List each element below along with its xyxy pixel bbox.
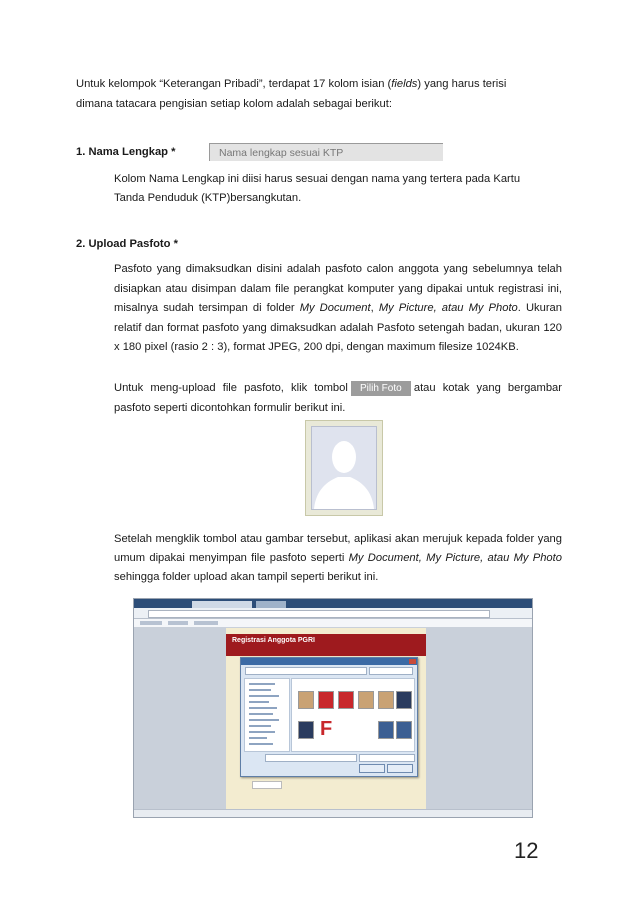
paragraph-text: , <box>370 302 379 314</box>
file-upload-dialog <box>240 657 418 777</box>
form-field <box>252 781 282 789</box>
dialog-cancel-button <box>387 764 413 773</box>
paragraph-text: . Ukuran relatif dan format pasfoto yang dimaksudkan adalah Pasfoto setengah badan, ukuran 120 x 180 pixel (rasio 2 : 3), format JPEG, 200 dpi, dengan maximum filesize 1024KB. <box>114 302 563 353</box>
page-number: 12 <box>514 838 539 863</box>
nav-item <box>249 731 275 733</box>
nav-item <box>249 701 269 703</box>
nav-item <box>249 695 279 697</box>
intro-text-end: ) yang harus terisi <box>417 78 507 90</box>
nav-item <box>249 737 267 739</box>
nav-item <box>249 683 275 685</box>
file-thumbnail <box>396 691 412 709</box>
nav-item <box>249 713 273 715</box>
paragraph-text: Pasfoto yang dimaksudkan disini adalah pasfoto calon anggota yang sebelumnya telah disiapkan atau disimpan dalam file perangkat komputer yang dipakai untuk registrasi ini, misalnya sudah tersimpan di folder <box>114 263 562 314</box>
section-2-heading: 2. Upload Pasfoto * <box>76 238 178 250</box>
pilih-foto-button[interactable]: Pilih Foto <box>351 381 411 396</box>
f-logo-icon: F <box>320 719 338 739</box>
paragraph-text: Untuk meng-upload file pasfoto, klik tombol <box>114 382 348 394</box>
paragraph-text: Setelah mengklik tombol atau gambar tersebut, aplikasi akan merujuk kepada folder yang umum dipakai menyimpan file pasfoto seperti <box>114 533 562 564</box>
browser-statusbar <box>134 809 532 818</box>
paragraph-text: atau kotak yang bergambar pasfoto seperti dicontohkan formulir berikut ini. <box>114 382 562 414</box>
folder-name: My Document, My Picture, atau My Photo <box>348 552 562 564</box>
paragraph-text: sehingga folder upload akan tampil seperti berikut ini. <box>114 571 379 583</box>
after-click-paragraph <box>114 530 562 587</box>
dialog-titlebar <box>241 658 417 665</box>
file-thumbnail <box>396 721 412 739</box>
file-thumbnail <box>338 691 354 709</box>
folder-name: My Document <box>299 302 371 314</box>
address-field <box>148 610 490 618</box>
file-thumbnail <box>358 691 374 709</box>
folder-name: My Picture, atau My Photo <box>378 302 518 314</box>
file-thumbnail <box>378 721 394 739</box>
browser-tab <box>256 601 286 608</box>
pasfoto-placeholder[interactable] <box>305 420 383 516</box>
close-icon <box>409 659 416 664</box>
site-banner-title: Registrasi Anggota PGRI <box>232 637 315 644</box>
section-1-heading: 1. Nama Lengkap * <box>76 146 176 158</box>
section-1-desc-line-2: Tanda Penduduk (KTP)bersangkutan. <box>114 192 302 204</box>
nav-item <box>249 725 271 727</box>
person-silhouette-icon <box>311 426 377 510</box>
bookmark-item <box>140 621 162 625</box>
silhouette-svg <box>312 427 376 509</box>
intro-text: Untuk kelompok “Keterangan Pribadi”, terdapat 17 kolom isian ( <box>76 78 392 90</box>
dialog-navigation-pane <box>244 678 290 752</box>
bookmark-item <box>194 621 218 625</box>
file-thumbnail <box>298 691 314 709</box>
bookmark-item <box>168 621 188 625</box>
dialog-search-field <box>369 667 413 675</box>
nav-item <box>249 707 277 709</box>
file-thumbnail <box>318 691 334 709</box>
pasfoto-paragraph <box>114 260 562 358</box>
intro-line-2: dimana tatacara pengisian setiap kolom adalah sebagai berikut: <box>76 98 392 110</box>
file-thumbnail <box>298 721 314 739</box>
browser-tab <box>192 601 252 608</box>
file-thumbnail <box>378 691 394 709</box>
intro-emphasis: fields <box>391 78 418 90</box>
dialog-open-button <box>359 764 385 773</box>
nav-item <box>249 743 273 745</box>
section-1-desc-line-1: Kolom Nama Lengkap ini diisi harus sesuai dengan nama yang tertera pada Kartu <box>114 173 521 185</box>
dialog-file-list <box>291 678 415 752</box>
nav-item <box>249 689 271 691</box>
dialog-path-field <box>245 667 367 675</box>
intro-line-1 <box>76 75 562 93</box>
nav-item <box>249 719 279 721</box>
nama-lengkap-field[interactable]: Nama lengkap sesuai KTP <box>209 143 443 161</box>
dialog-filename-field <box>265 754 357 762</box>
dialog-filetype-select <box>359 754 415 762</box>
upload-instruction <box>114 378 562 418</box>
upload-dialog-screenshot <box>133 598 533 818</box>
